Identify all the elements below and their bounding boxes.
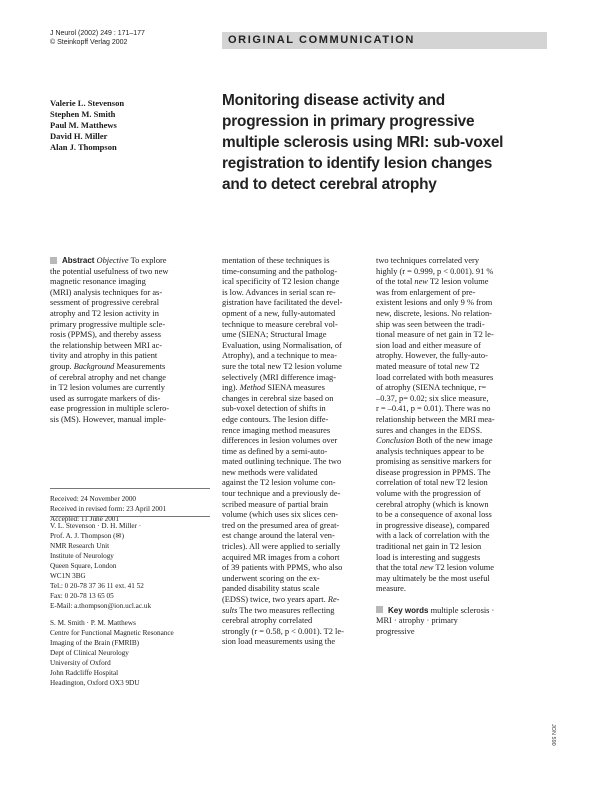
text-run: disease progression in PPMS. The	[376, 467, 491, 477]
text-line	[376, 468, 546, 479]
text-run: sures and changes in the EDSS.	[376, 425, 483, 435]
text-run: panded disability status scale	[222, 584, 320, 594]
text-line	[222, 415, 372, 426]
text-run: underwent scoring on the ex-	[222, 573, 320, 583]
text-run: volume (which uses six slices cen-	[222, 510, 339, 520]
side-code: JON 590	[550, 724, 556, 746]
title-line: and to detect cerebral atrophy	[222, 176, 437, 193]
text-run: sure the total new T2 lesion volume	[222, 361, 342, 371]
text-line	[376, 298, 546, 309]
author-name: David H. Miller	[50, 131, 108, 141]
address-line: S. M. Smith · P. M. Matthews	[50, 619, 136, 627]
text-line	[222, 394, 372, 405]
text-line	[222, 447, 372, 458]
author-name: Paul M. Matthews	[50, 120, 117, 130]
text-run: SIENA measures	[265, 383, 325, 393]
text-line	[376, 489, 546, 500]
text-line	[376, 595, 546, 606]
text-run: rence imaging method measures	[222, 425, 331, 435]
text-run: relationship between the MRI mea-	[376, 414, 495, 424]
text-run: correlation of total new T2 lesion	[376, 478, 488, 488]
text-run: primary progressive multiple scle-	[50, 319, 166, 329]
text-run: est change around the lateral ven-	[222, 531, 335, 541]
text-run: gistration have facilitated the devel-	[222, 298, 343, 308]
text-run: progressive	[376, 626, 415, 636]
text-run: acquired MR images from a cohort	[222, 552, 340, 562]
text-run: tricles). All were applied to serially	[222, 542, 341, 552]
text-line	[376, 584, 546, 595]
text-run: To explore	[128, 256, 167, 265]
title-line: registration to identify lesion changes	[222, 155, 493, 172]
text-line	[376, 574, 546, 585]
text-line	[222, 521, 372, 532]
text-line	[376, 500, 546, 511]
text-run: traditional net gain in T2 lesion	[376, 542, 482, 552]
text-run: mated measure of total	[376, 361, 455, 371]
text-run: ical specificity of T2 lesion change	[222, 277, 340, 287]
article-title	[222, 90, 552, 195]
text-line	[222, 606, 372, 617]
text-run: cerebral atrophy correlated	[222, 616, 313, 626]
text-run: Conclusion	[376, 436, 415, 446]
text-line	[222, 256, 372, 267]
text-run: ume (SIENA; Structural Image	[222, 330, 327, 340]
text-run: in T2 lesion volumes are currently	[50, 383, 165, 393]
received-dates	[50, 494, 166, 524]
text-line	[222, 457, 372, 468]
abstract-column-1	[50, 256, 210, 426]
text-run: technique to measure cerebral vol-	[222, 319, 338, 329]
text-run: sults	[222, 605, 238, 615]
text-run: new	[419, 563, 434, 573]
text-line	[50, 267, 210, 278]
text-line	[222, 277, 372, 288]
email-address[interactable]: E-Mail: a.thompson@ion.ucl.ac.uk	[50, 602, 152, 610]
text-line	[50, 351, 210, 362]
text-line	[376, 478, 546, 489]
text-line	[376, 330, 546, 341]
author-addresses	[50, 521, 174, 688]
text-line	[222, 542, 372, 553]
date-revised: Received in revised form: 23 April 2001	[50, 505, 167, 513]
address-line: John Radcliffe Hospital	[50, 669, 119, 677]
text-run: Both of the new image	[414, 436, 493, 446]
text-line	[50, 330, 210, 341]
text-line	[50, 404, 210, 415]
text-run: atrophy. However, the fully-auto-	[376, 351, 488, 361]
text-line	[376, 426, 546, 437]
address-line: Headington, Oxford OX3 9DU	[50, 679, 140, 687]
address-line: V. L. Stevenson · D. H. Miller ·	[50, 522, 142, 530]
text-run: sessment of progressive cerebral	[50, 298, 160, 308]
square-bullet-icon	[376, 606, 383, 613]
text-run: edge contours. The lesion diffe-	[222, 414, 329, 424]
address-line: University of Oxford	[50, 659, 111, 667]
text-line	[376, 404, 546, 415]
text-run: against the T2 lesion volume con-	[222, 478, 336, 488]
text-run: promising as sensitive markers for	[376, 457, 492, 467]
text-run: time as defined by a semi-auto-	[222, 446, 328, 456]
address-line: Centre for Functional Magnetic Resonance	[50, 629, 174, 637]
text-run: group.	[50, 361, 74, 371]
text-line	[222, 267, 372, 278]
address-line: WC1N 3BG	[50, 572, 86, 580]
author-name: Alan J. Thompson	[50, 142, 117, 152]
text-run: ing).	[222, 383, 240, 393]
text-line	[376, 616, 546, 627]
text-line	[222, 510, 372, 521]
text-run: of atrophy (SIENA technique, r=	[376, 383, 487, 393]
text-run: mated outlining technique. The two	[222, 457, 342, 467]
text-line	[222, 553, 372, 564]
text-line	[50, 298, 210, 309]
text-line	[222, 436, 372, 447]
text-line	[222, 320, 372, 331]
text-run: Background	[73, 361, 115, 371]
text-line	[222, 362, 372, 373]
text-run: measure.	[376, 584, 406, 594]
text-run: existent lesions and only 9 % from	[376, 298, 493, 308]
journal-citation: J Neurol (2002) 249 : 171–177	[50, 30, 145, 37]
abstract-column-2	[222, 256, 372, 648]
text-run: mentation of these techniques is	[222, 256, 330, 265]
text-run: of 39 patients with PPMS, who also	[222, 563, 343, 573]
text-line	[376, 415, 546, 426]
text-line	[376, 362, 546, 373]
text-line	[222, 383, 372, 394]
address-line: NMR Research Unit	[50, 542, 110, 550]
text-line	[376, 627, 546, 638]
text-run: new, discrete, lesions. No relation-	[376, 308, 492, 318]
text-line	[376, 309, 546, 320]
text-line	[222, 478, 372, 489]
text-line	[50, 362, 210, 373]
text-line	[50, 383, 210, 394]
text-line	[376, 447, 546, 458]
text-run: may ultimately be the most useful	[376, 573, 490, 583]
text-run: Measurements	[114, 361, 166, 371]
text-run: T2 lesion volume	[433, 563, 495, 573]
section-heading: Key words	[388, 605, 429, 615]
text-run: load is interesting and suggests	[376, 552, 481, 562]
text-line	[50, 309, 210, 320]
text-line	[376, 436, 546, 447]
text-line	[222, 637, 372, 648]
text-run: that the total	[376, 563, 420, 573]
text-run: changes in cerebral size based on	[222, 393, 334, 403]
text-line	[376, 606, 546, 617]
text-run: (EDSS) twice, two years apart.	[222, 595, 328, 604]
text-line	[222, 531, 372, 542]
text-run: tour technique and a previously de-	[222, 489, 341, 499]
text-run: strongly (r = 0.58, p < 0.001). T2 le-	[222, 626, 344, 636]
text-line	[376, 267, 546, 278]
text-line	[222, 574, 372, 585]
text-run: ship was seen between the tradi-	[376, 319, 485, 329]
text-run: Method	[239, 383, 266, 393]
text-line	[376, 288, 546, 299]
text-run: The two measures reflecting	[237, 605, 335, 615]
text-run: Evaluation, using Normalisation, of	[222, 340, 342, 350]
text-line	[376, 510, 546, 521]
text-run: analysis techniques appear to be	[376, 446, 484, 456]
date-accepted: Accepted: 11 June 2001	[50, 515, 119, 523]
text-line	[222, 351, 372, 362]
section-banner	[222, 32, 547, 49]
text-run: is low. Advances in serial scan re-	[222, 287, 336, 297]
author-name: Stephen M. Smith	[50, 109, 116, 119]
text-run: opment of a new, fully-automated	[222, 308, 336, 318]
text-line	[376, 394, 546, 405]
text-line	[222, 616, 372, 627]
text-line	[376, 531, 546, 542]
text-run: with a lack of correlation with the	[376, 531, 490, 541]
divider	[50, 488, 210, 489]
text-line	[50, 256, 210, 267]
text-line	[222, 595, 372, 606]
title-line: Monitoring disease activity and	[222, 92, 445, 109]
text-line	[50, 373, 210, 384]
text-run: two techniques correlated very	[376, 256, 480, 265]
text-line	[222, 288, 372, 299]
journal-info	[50, 29, 145, 47]
text-run: selectively (MRI difference imag-	[222, 372, 337, 382]
text-run: T2	[468, 361, 480, 371]
text-run: new	[454, 361, 469, 371]
text-run: new methods were validated	[222, 467, 318, 477]
text-run: MRI · atrophy · primary	[376, 616, 458, 626]
text-run: ease progression in multiple sclero-	[50, 404, 170, 414]
text-run: Objective	[96, 256, 129, 265]
text-line	[222, 341, 372, 352]
text-run: Re-	[327, 595, 340, 604]
text-line	[222, 468, 372, 479]
address-line: Institute of Neurology	[50, 552, 114, 560]
text-line	[222, 489, 372, 500]
text-run: T2 lesion volume	[427, 277, 489, 287]
author-name: Valerie L. Stevenson	[50, 98, 125, 108]
text-line	[50, 320, 210, 331]
text-line	[222, 584, 372, 595]
text-line	[376, 373, 546, 384]
text-line	[222, 426, 372, 437]
text-line	[376, 542, 546, 553]
text-run: magnetic resonance imaging	[50, 277, 146, 287]
text-line	[50, 394, 210, 405]
text-line	[222, 563, 372, 574]
text-run: sion load measurements using the	[222, 637, 336, 647]
abstract-column-3	[376, 256, 546, 637]
text-run: highly (r = 0.999, p < 0.001). 91 %	[376, 266, 494, 276]
text-run: sion load and either measure of	[376, 340, 481, 350]
text-run: Atrophy), and a technique to mea-	[222, 351, 337, 361]
text-line	[50, 415, 210, 426]
address-line: Prof. A. J. Thompson (✉)	[50, 532, 124, 540]
text-line	[376, 277, 546, 288]
text-run: atrophy and T2 lesion activity in	[50, 308, 159, 318]
text-line	[50, 288, 210, 299]
text-run: volume with the progression of	[376, 489, 481, 499]
text-line	[376, 320, 546, 331]
text-line	[50, 277, 210, 288]
text-line	[222, 500, 372, 511]
text-run: new	[414, 277, 428, 287]
text-run: tred on the presumed area of great-	[222, 520, 340, 530]
text-run: the relationship between MRI ac-	[50, 340, 163, 350]
text-line	[222, 330, 372, 341]
address-line: Fax: 0 20-78 13 65 05	[50, 592, 114, 600]
text-line	[376, 457, 546, 468]
text-run: differences in lesion volumes over	[222, 436, 338, 446]
text-run: in progressive disease), compared	[376, 520, 490, 530]
address-line: Tel.: 0 20-78 37 36 11 ext. 41 52	[50, 582, 144, 590]
divider	[50, 516, 210, 517]
address-line: Dept of Clinical Neurology	[50, 649, 129, 657]
text-line	[222, 404, 372, 415]
text-run: of the total	[376, 277, 415, 287]
title-line: multiple sclerosis using MRI: sub-voxel	[222, 134, 504, 151]
text-run: used as surrogate markers of dis-	[50, 393, 161, 403]
journal-copyright: © Steinkopff Verlag 2002	[50, 39, 128, 46]
text-line	[222, 298, 372, 309]
date-received: Received: 24 November 2000	[50, 495, 137, 503]
text-line	[222, 627, 372, 638]
author-list	[50, 98, 124, 153]
text-run: the potential usefulness of two new	[50, 266, 169, 276]
text-run: scribed measure of partial brain	[222, 499, 329, 509]
text-run: of cerebral atrophy and net change	[50, 372, 167, 382]
text-line	[376, 256, 546, 267]
address-line: Queen Square, London	[50, 562, 117, 570]
text-line	[376, 341, 546, 352]
text-line	[376, 351, 546, 362]
text-run: (MRI) analysis techniques for as-	[50, 287, 163, 297]
text-run: tivity and atrophy in this patient	[50, 351, 158, 361]
text-run: to be a consequence of axonal loss	[376, 510, 492, 520]
spacer	[50, 611, 174, 618]
text-line	[376, 563, 546, 574]
text-run: –0.37, p= 0.02; six slice measure,	[376, 393, 489, 403]
section-label: ORIGINAL COMMUNICATION	[228, 34, 415, 46]
text-run: load correlated with both measures	[376, 372, 494, 382]
section-heading: Abstract	[62, 256, 95, 265]
text-run: was from enlargement of pre-	[376, 287, 476, 297]
text-run: time-consuming and the patholog-	[222, 266, 338, 276]
text-run: cerebral atrophy (which is known	[376, 499, 489, 509]
text-line	[222, 309, 372, 320]
text-run: r = –0.41, p = 0.01). There was no	[376, 404, 491, 414]
text-line	[376, 521, 546, 532]
text-line	[222, 373, 372, 384]
text-run: sis (MS). However, manual imple-	[50, 414, 166, 424]
text-line	[50, 341, 210, 352]
text-run: sub-voxel detection of shifts in	[222, 404, 326, 414]
text-run: tional measure of net gain in T2 le-	[376, 330, 494, 340]
title-line: progression in primary progressive	[222, 113, 475, 130]
address-line: Imaging of the Brain (FMRIB)	[50, 639, 140, 647]
text-run: multiple sclerosis ·	[428, 605, 495, 615]
text-line	[376, 383, 546, 394]
text-line	[376, 553, 546, 564]
square-bullet-icon	[50, 257, 57, 264]
text-run: rosis (PPMS), and thereby assess	[50, 330, 161, 340]
